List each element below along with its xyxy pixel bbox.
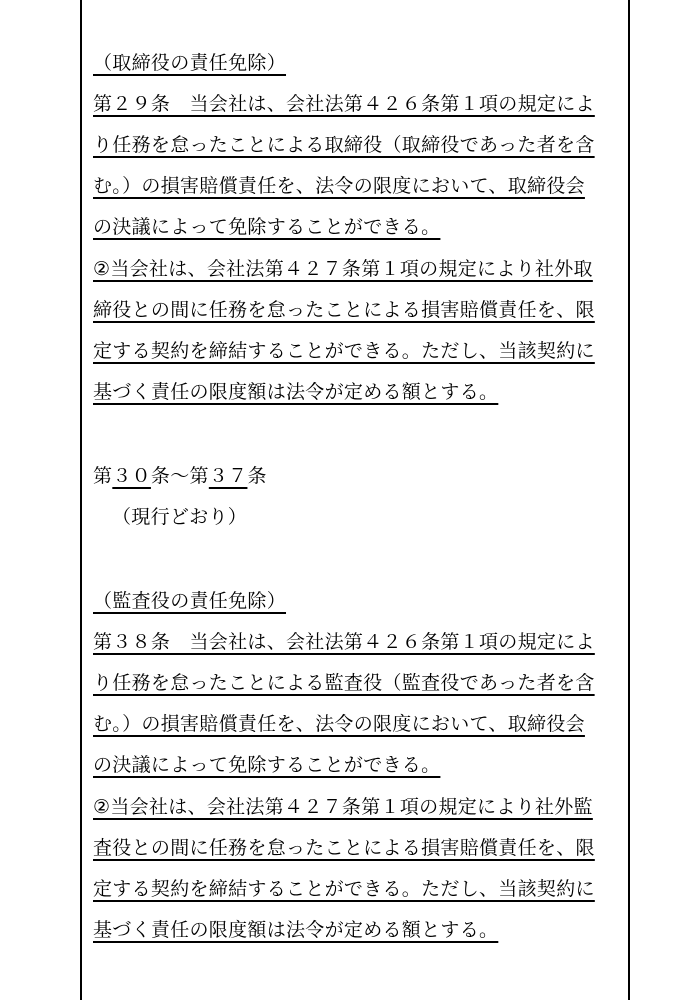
article-range-prefix: 第 xyxy=(93,465,113,487)
article-38-line-7: 定する契約を締結することができる。ただし、当該契約に xyxy=(93,878,595,900)
article-range-mid: 条～第 xyxy=(150,465,209,487)
article-29-line-1: 第２９条 当会社は、会社法第４２６条第１項の規定によ xyxy=(93,93,595,115)
article-29-line-6: 締役との間に任務を怠ったことによる損害賠償責任を、限 xyxy=(93,299,595,321)
article-29-line-2: り任務を怠ったことによる取締役（取締役であった者を含 xyxy=(93,134,595,156)
article-38-line-2: り任務を怠ったことによる監査役（監査役であった者を含 xyxy=(93,672,595,694)
article-38-line-4: の決議によって免除することができる。 xyxy=(93,754,441,776)
article-38-line-6: 査役との間に任務を怠ったことによる損害賠償責任を、限 xyxy=(93,837,595,859)
article-range-suffix: 条 xyxy=(247,465,267,487)
article-29-line-8: 基づく責任の限度額は法令が定める額とする。 xyxy=(93,381,499,403)
article-29-line-3: む。）の損害賠償責任を、法令の限度において、取締役会 xyxy=(93,175,585,197)
article-range-end-number: ３７ xyxy=(208,465,248,487)
article-38-line-1: 第３８条 当会社は、会社法第４２６条第１項の規定によ xyxy=(93,631,595,653)
article-29-heading: （取締役の責任免除） xyxy=(93,52,287,74)
article-30-37-note: （現行どおり） xyxy=(112,506,248,528)
article-38-heading: （監査役の責任免除） xyxy=(93,590,287,612)
article-38-line-3: む。）の損害賠償責任を、法令の限度において、取締役会 xyxy=(93,713,585,735)
article-38-line-8: 基づく責任の限度額は法令が定める額とする。 xyxy=(93,919,499,941)
article-range-start-number: ３０ xyxy=(112,465,151,487)
article-29-line-5: ②当会社は、会社法第４２７条第１項の規定により社外取 xyxy=(93,258,593,280)
article-30-37-title xyxy=(93,463,267,489)
article-38-line-5: ②当会社は、会社法第４２７条第１項の規定により社外監 xyxy=(93,796,593,818)
article-29-line-7: 定する契約を締結することができる。ただし、当該契約に xyxy=(93,340,595,362)
article-29-line-4: の決議によって免除することができる。 xyxy=(93,216,441,238)
